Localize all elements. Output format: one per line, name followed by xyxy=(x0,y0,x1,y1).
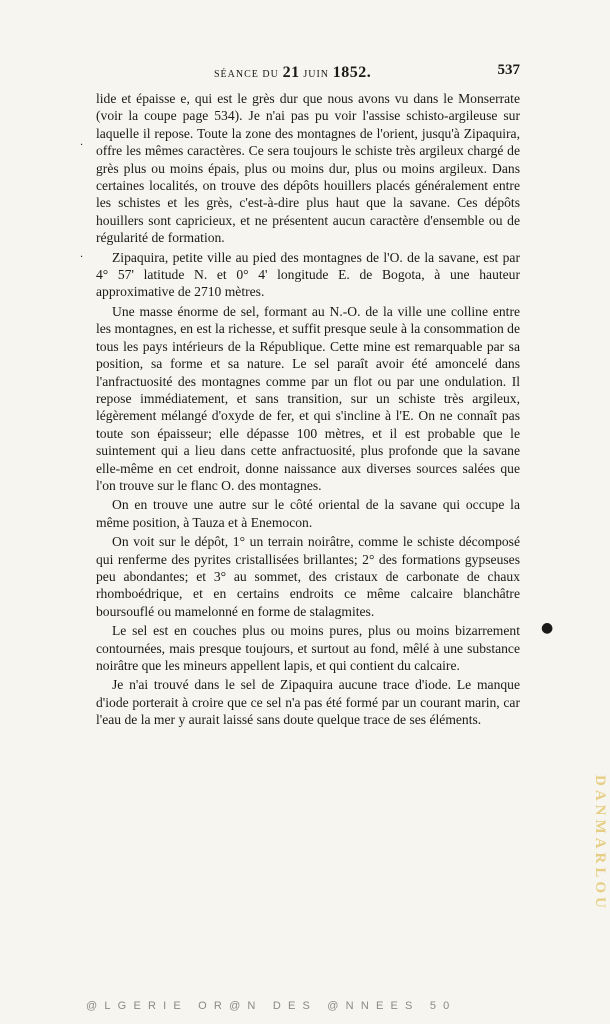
running-header xyxy=(96,62,520,84)
paragraph: lide et épaisse e, qui est le grès dur que nous avons vu dans le Monserrate (voir la coupe page 534). Je n'ai pas pu voir l'assise schisto-argileuse sur laquelle il repose. Toute la zone des montagnes de l'orient, jusqu'à Zipaquira, offre les mêmes caractères. Ce sera toujours le schiste très argileux chargé de grès plus ou moins épais, plus ou moins dur, plus ou moins argileux. Dans certaines localités, on trouve des dépôts houillers placés généralement entre les schistes et les grès, c'est-à-dire plus haut que la savane. Ces dépôts houillers sont capricieux, et ne présentent aucun caractère d'ensemble ou de régularité de formation. xyxy=(96,91,520,246)
paragraph: Je n'ai trouvé dans le sel de Zipaquira aucune trace d'iode. Le manque d'iode porterait à croire que ce sel n'a pas été formé par un courant marin, car l'eau de la mer y aurait laissé sans doute quelque trace de ses éléments. xyxy=(96,677,520,728)
header-day: 21 xyxy=(282,64,300,81)
page-number: 537 xyxy=(497,62,520,78)
paragraph: On voit sur le dépôt, 1° un terrain noirâtre, comme le schiste décomposé qui renferme des pyrites cristallisées brillantes; 2° des formations gypseuses peu abondantes; et 3° au sommet, des cristaux de carbonate de chaux rhomboédrique, et en certains endroits ce même calcaire blanchâtre boursouflé ou mamelonné en forme de stalagmites. xyxy=(96,534,520,619)
paragraph: On en trouve une autre sur le côté oriental de la savane qui occupe la même position, à Tauza et à Enemocon. xyxy=(96,497,520,530)
header-seance: SÉANCE DU xyxy=(214,69,279,80)
body-text xyxy=(96,90,520,729)
footer-watermark: @LGERIE OR@N DES @NNEES 50 xyxy=(86,1000,457,1012)
paragraph: Une masse énorme de sel, formant au N.-O. de la ville une colline entre les montagnes, en est la richesse, et suffit presque seule à la consommation de tous les pays intérieurs de la République. Cette mine est remarquable par sa position, sa forme et sa nature. Le sel paraît avoir été amoncelé dans l'anfractuosité des montagnes comme par un flot ou par une ondulation. Il repose immédiatement, et sans transition, sur un schiste très argileux, légèrement mélangé d'oxyde de fer, et qui s'incline à l'E. On ne connaît pas toute son épaisseur; elle dépasse 100 mètres, et il est probable que le suintement qui a lieu dans cette anfractuosité, plus profonde que la savane elle-même en cet endroit, donne naissance aux diverses sources salées que l'on trouve sur le flanc O. des montagnes. xyxy=(96,303,520,493)
header-title xyxy=(214,64,371,82)
header-month: JUIN xyxy=(303,69,330,80)
margin-dot: · xyxy=(80,140,84,151)
header-year: 1852. xyxy=(332,64,372,81)
margin-dot: · xyxy=(80,252,84,263)
paragraph: Le sel est en couches plus ou moins pures, plus ou moins bizarrement contournées, mais presque toujours, et surtout au fond, mêlé à une substance noirâtre que les mineurs appellent lapis, et qui contient du calcaire. xyxy=(96,623,520,673)
side-watermark: DANMARLOU xyxy=(592,775,608,912)
margin-dot: ● xyxy=(541,620,554,636)
paragraph: Zipaquira, petite ville au pied des montagnes de l'O. de la savane, est par 4° 57' latitude N. et 0° 4' longitude E. de Bogota, à une hauteur approximative de 2710 mètres. xyxy=(96,249,520,300)
